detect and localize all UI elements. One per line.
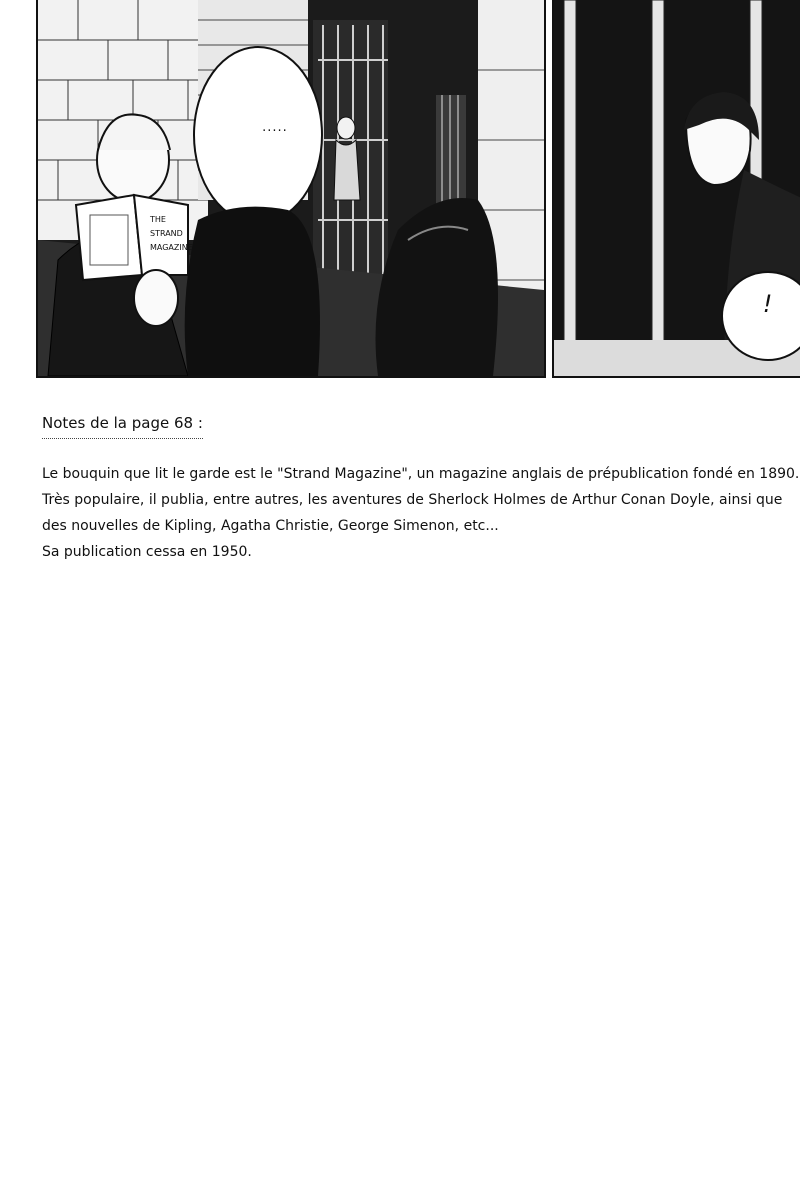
manga-panel-left xyxy=(36,0,546,378)
book-cover-text: STRAND xyxy=(150,229,183,238)
manga-strip xyxy=(0,0,800,380)
notes-body xyxy=(42,461,800,565)
book-cover-text: MAGAZINE xyxy=(150,243,193,252)
manga-panel-right xyxy=(552,0,800,378)
exclamation-bubble-text: ! xyxy=(762,290,774,318)
notes-line: Très populaire, il publia, entre autres, les aventures de Sherlock Holmes de Arthur Conan Doyle, ainsi que xyxy=(42,492,783,508)
notes-title: Notes de la page 68 : xyxy=(42,410,203,439)
panel-right-art xyxy=(554,0,800,376)
notes-line: des nouvelles de Kipling, Agatha Christie, George Simenon, etc... xyxy=(42,518,499,534)
notes-line: Sa publication cessa en 1950. xyxy=(42,544,252,560)
panel-left-art xyxy=(38,0,544,376)
notes-line: Le bouquin que lit le garde est le "Strand Magazine", un magazine anglais de prépublication fondé en 1890. xyxy=(42,466,800,482)
speech-bubble-text: ..... xyxy=(262,120,288,135)
book-cover-text: THE xyxy=(150,215,166,224)
translation-notes xyxy=(42,410,800,565)
